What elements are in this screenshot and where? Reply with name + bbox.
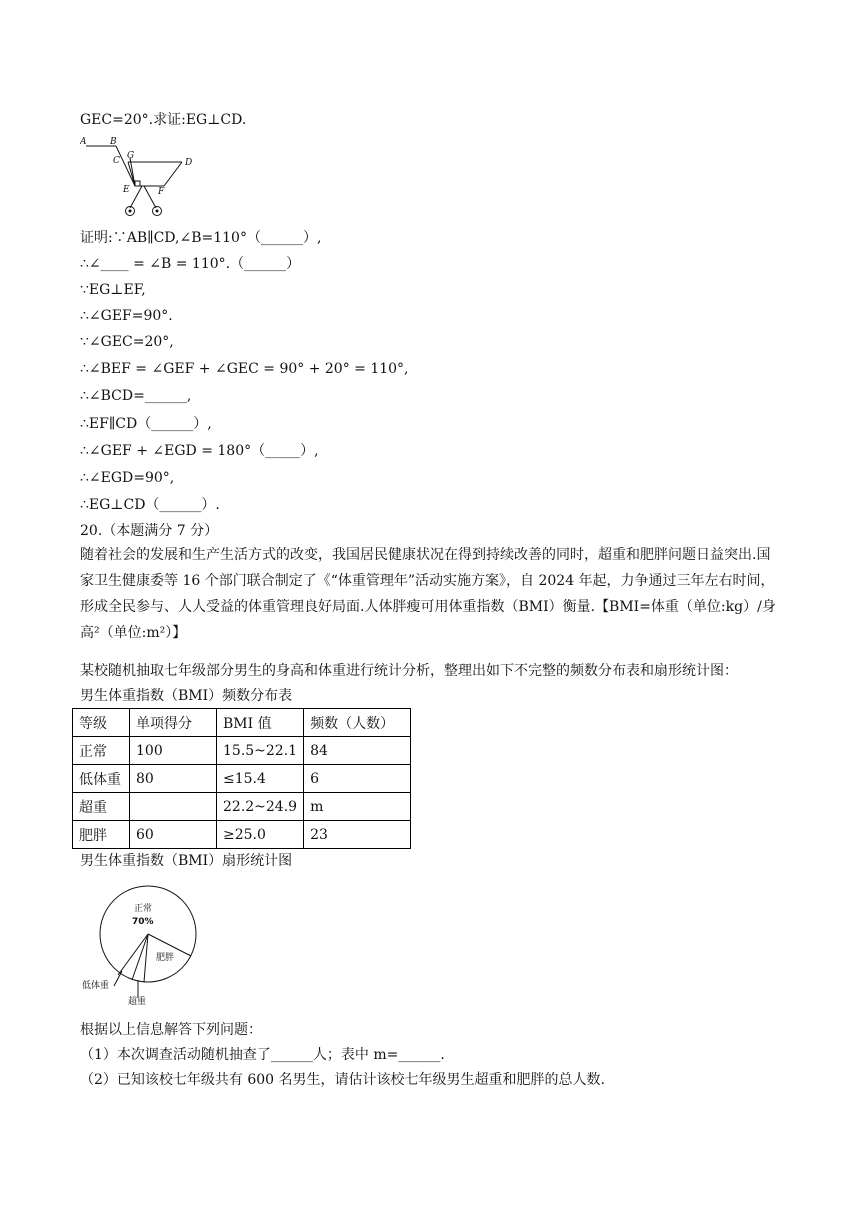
geometry-figure [80,134,210,220]
table-cell: 80 [130,765,217,793]
intro-paragraph: 随着社会的发展和生产生活方式的改变，我国居民健康状况在得到持续改善的同时，超重和肥胖问题日益突出.国家卫生健康委等 16 个部门联合制定了《“体重管理年”活动实施方案》，自 2024 年起，力争通过三年左右时间，形成全民参与、人人受益的体重管理良好局面.人体胖瘦可用体重指数（BMI）衡量.【BMI=体重（单位:kg）/身高²（单位:m²）】 [80,547,776,641]
table-cell: 84 [304,737,411,765]
proof-line-1: 证明:∵AB∥CD,∠B=110°（______）, [80,230,322,246]
proof-line-3: ∵EG⊥EF, [80,282,146,298]
table-header-cell: BMI 值 [217,709,304,737]
proof-line-4: ∴∠GEF=90°. [80,308,173,324]
pie-label-obese: 肥胖 [156,953,175,963]
table-cell: m [304,793,411,821]
label-G: G [127,151,135,161]
label-C: C [113,156,120,166]
label-E: E [123,185,130,195]
table-header-cell: 单项得分 [130,709,217,737]
label-B: B [110,137,117,147]
table-row [73,737,411,765]
table-cell: 低体重 [73,765,130,793]
question-part-2: （2）已知该校七年级共有 600 名男生，请估计该校七年级男生超重和肥胖的总人数. [80,1072,605,1088]
table-cell [130,793,217,821]
question-20-heading: 20.（本题满分 7 分） [80,523,219,539]
survey-paragraph: 某校随机抽取七年级部分男生的身高和体重进行统计分析，整理出如下不完整的频数分布表和扇形统计图： [80,663,738,679]
label-F: F [158,187,165,197]
proof-line-9: ∴∠GEF + ∠EGD = 180°（_____）, [80,443,319,459]
table-cell: 正常 [73,737,130,765]
table-cell: 6 [304,765,411,793]
table-cell: 15.5~22.1 [217,737,304,765]
table-cell: 23 [304,821,411,849]
table-cell: ≥25.0 [217,821,304,849]
proof-premise-line: GEC=20°.求证:EG⊥CD. [80,112,247,128]
pie-label-overweight: 超重 [128,997,147,1007]
table-header-row [73,709,411,737]
table-cell: ≤15.4 [217,765,304,793]
label-A: A [80,137,87,147]
pie-label-normal-pct: 70% [132,917,154,927]
frequency-table [72,708,411,849]
proof-line-5: ∵∠GEC=20°, [80,334,174,350]
leader-line-under [114,971,122,986]
label-D: D [185,158,193,168]
proof-line-11: ∴EG⊥CD（______）. [80,497,220,513]
table-cell: 22.2~24.9 [217,793,304,821]
proof-line-7: ∴∠BCD=______, [80,388,192,404]
answer-intro: 根据以上信息解答下列问题： [80,1022,262,1038]
table-title: 男生体重指数（BMI）频数分布表 [80,688,293,704]
pie-label-normal: 正常 [134,904,153,914]
table-cell: 100 [130,737,217,765]
table-cell: 肥胖 [73,821,130,849]
table-cell: 超重 [73,793,130,821]
pie-label-underweight: 低体重 [82,981,110,991]
table-row [73,793,411,821]
proof-line-8: ∴EF∥CD（______）, [80,416,212,432]
proof-line-10: ∴∠EGD=90°, [80,470,175,486]
table-row [73,821,411,849]
table-row [73,765,411,793]
proof-line-6: ∴∠BEF = ∠GEF + ∠GEC = 90° + 20° = 110°, [80,361,409,377]
table-header-cell: 等级 [73,709,130,737]
pie-divider-under [118,934,148,975]
table-cell: 60 [130,821,217,849]
pie-chart [76,880,206,1010]
table-header-cell: 频数（人数） [304,709,411,737]
proof-line-2: ∴∠____ = ∠B = 110°.（______） [80,256,301,272]
question-part-1: （1）本次调查活动随机抽查了______人；表中 m=______. [80,1047,445,1063]
pie-chart-title: 男生体重指数（BMI）扇形统计图 [80,853,293,869]
